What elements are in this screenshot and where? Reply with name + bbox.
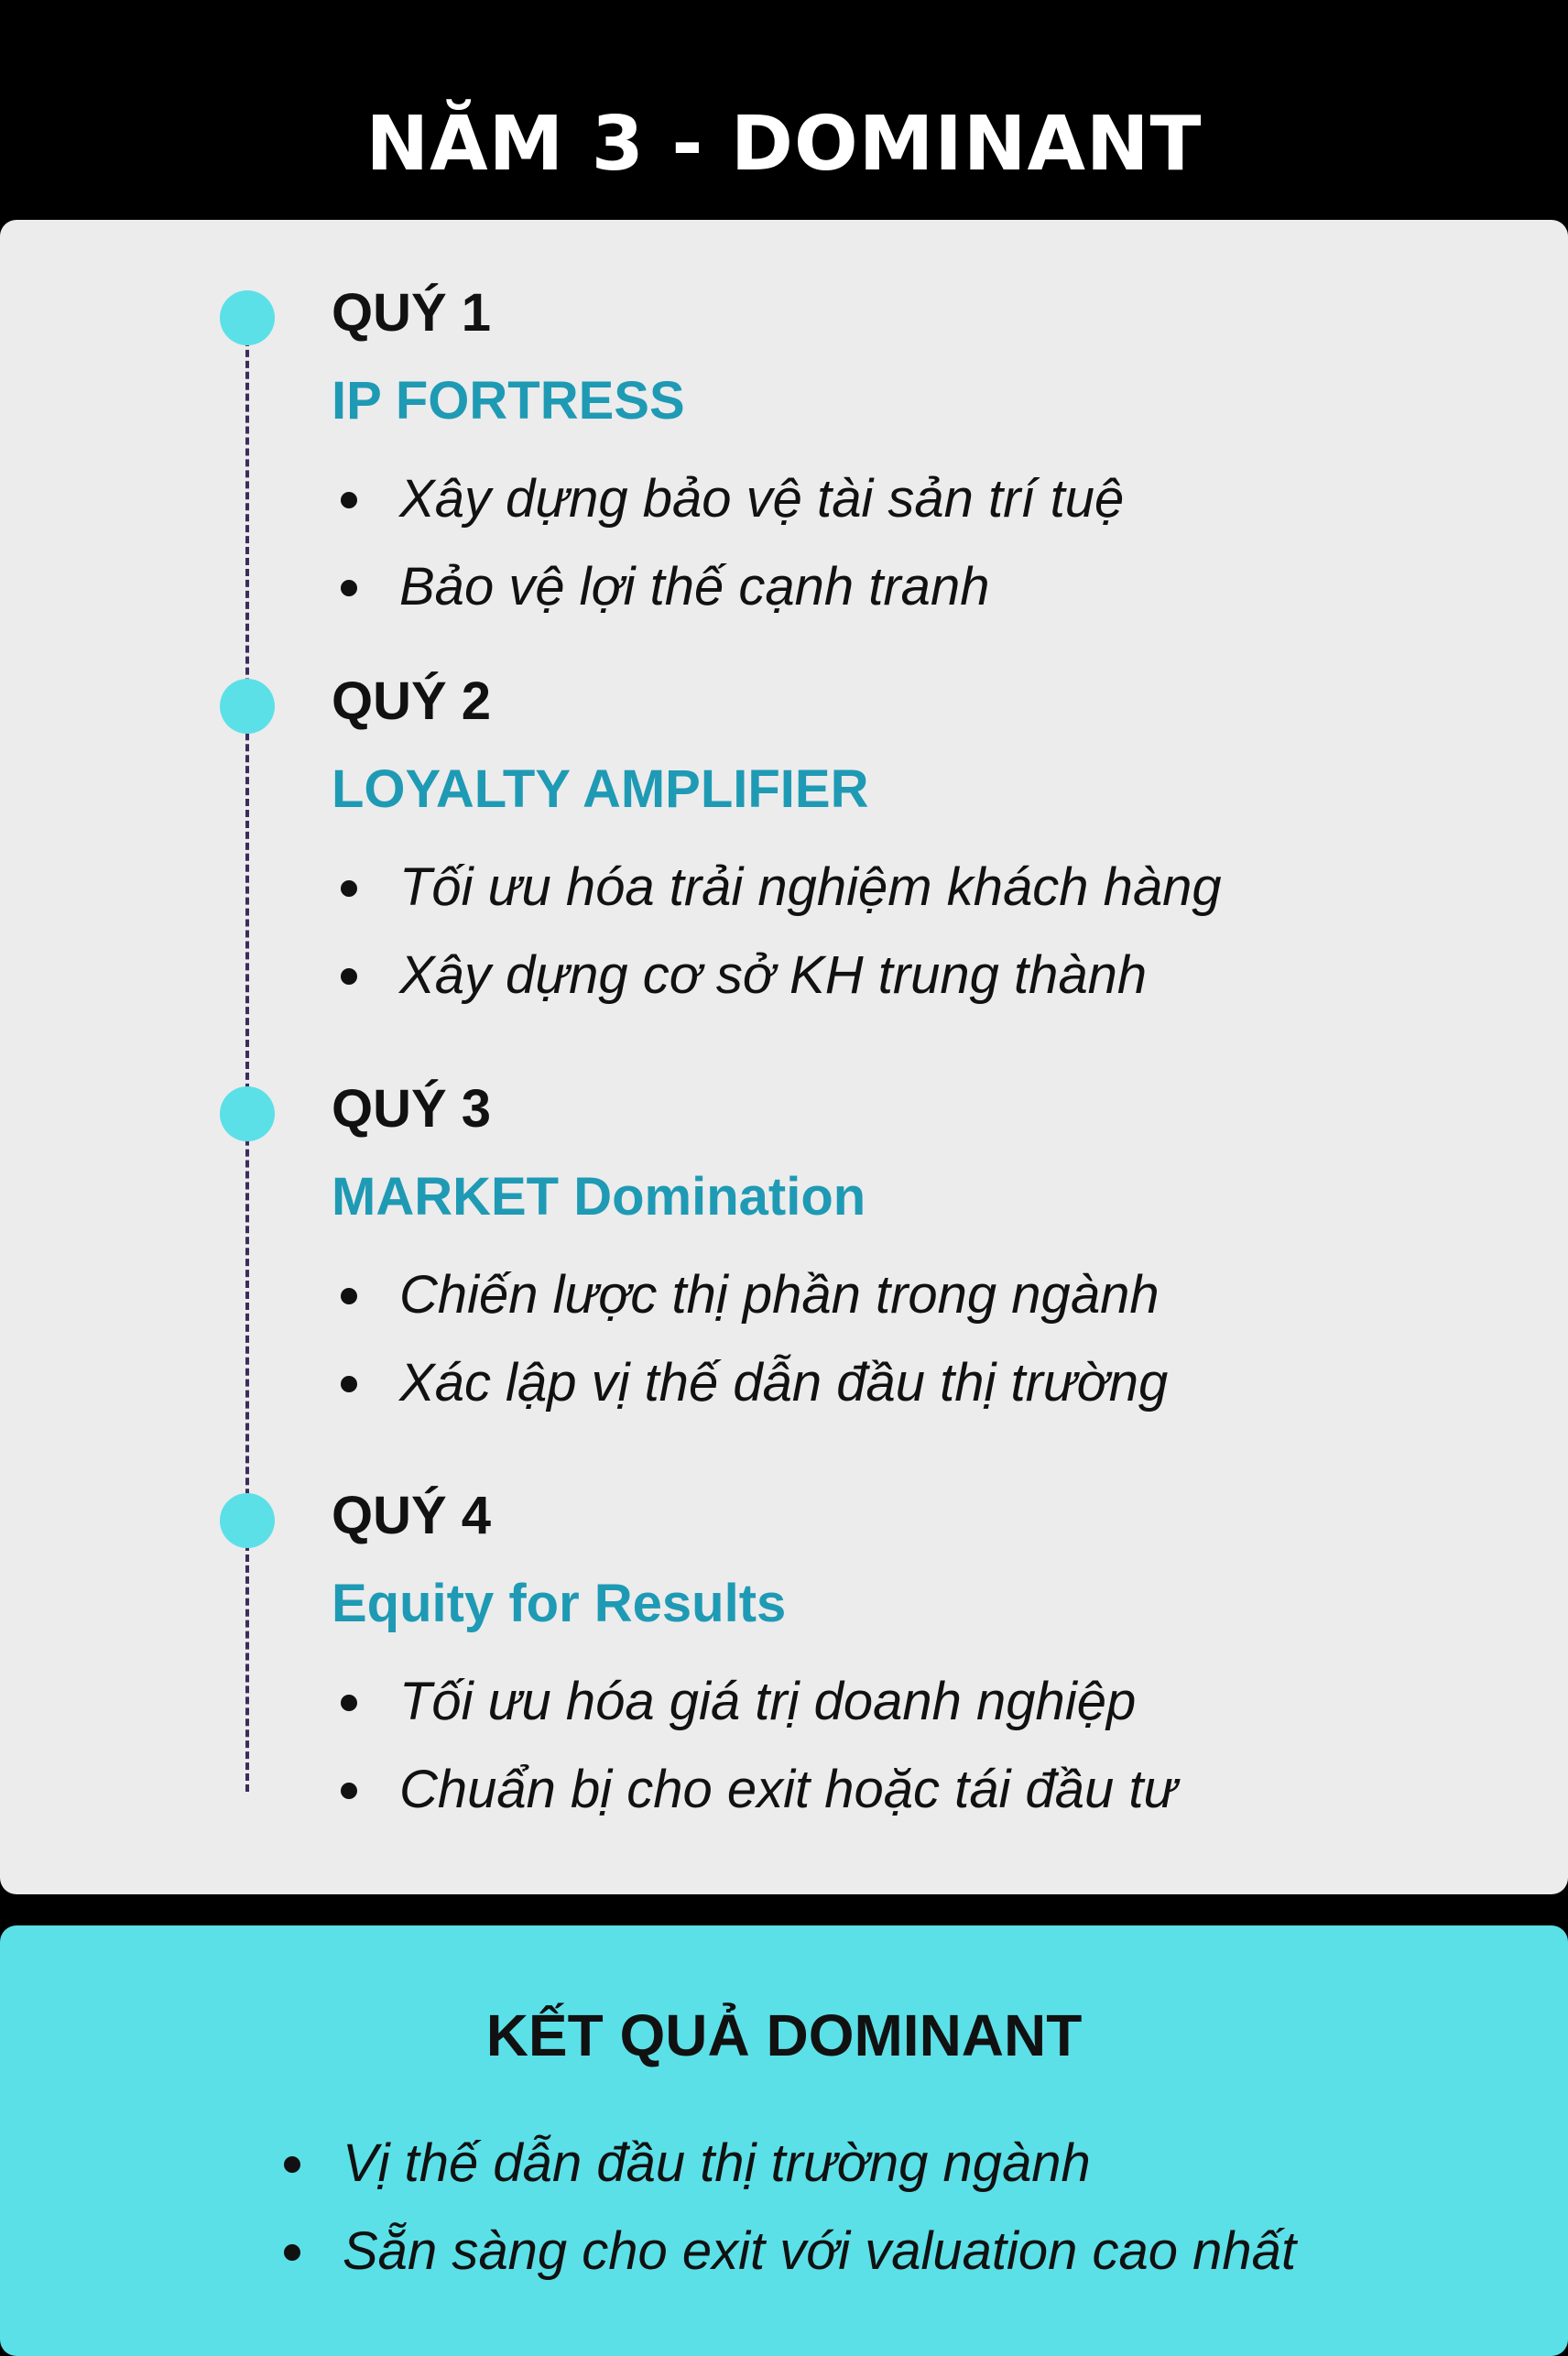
quarter-title: IP FORTRESS (332, 371, 685, 431)
result-bullets (275, 2120, 1539, 2296)
timeline-dot-q3 (220, 1086, 275, 1141)
quarter-3 (332, 1077, 1476, 1427)
bullet-item: Bảo vệ lợi thế cạnh tranh (332, 543, 1476, 631)
result-item: Vị thế dẫn đầu thị trường ngành (275, 2120, 1539, 2208)
quarter-label: QUÝ 1 (332, 283, 492, 343)
quarter-4 (332, 1484, 1476, 1834)
page-title: NĂM 3 - DOMINANT (365, 100, 1203, 188)
result-title: KẾT QUẢ DOMINANT (485, 2002, 1083, 2068)
bullet-item: Xác lập vị thế dẫn đầu thị trường (332, 1339, 1476, 1427)
bullet-item: Chuẩn bị cho exit hoặc tái đầu tư (332, 1746, 1476, 1834)
bullet-item: Xây dựng bảo vệ tài sản trí tuệ (332, 455, 1476, 543)
timeline-dot-q4 (220, 1493, 275, 1548)
quarter-label: QUÝ 2 (332, 671, 492, 731)
quarter-bullets (332, 1251, 1476, 1427)
quarter-title: LOYALTY AMPLIFIER (332, 759, 869, 819)
timeline-dot-q2 (220, 679, 275, 734)
bullet-item: Tối ưu hóa giá trị doanh nghiệp (332, 1658, 1476, 1746)
quarter-label: QUÝ 4 (332, 1486, 492, 1545)
quarter-title: Equity for Results (332, 1574, 787, 1633)
quarter-2 (332, 670, 1476, 1020)
bullet-item: Chiến lược thị phần trong ngành (332, 1251, 1476, 1339)
quarter-title: MARKET Domination (332, 1167, 866, 1227)
timeline-line (245, 317, 249, 1792)
bullet-item: Xây dựng cơ sở KH trung thành (332, 932, 1476, 1020)
timeline-dot-q1 (220, 290, 275, 345)
quarter-bullets (332, 455, 1476, 631)
bullet-item: Tối ưu hóa trải nghiệm khách hàng (332, 844, 1476, 932)
quarter-bullets (332, 844, 1476, 1020)
quarter-bullets (332, 1658, 1476, 1834)
result-item: Sẵn sàng cho exit với valuation cao nhất (275, 2208, 1539, 2296)
quarter-1 (332, 281, 1476, 631)
quarter-label: QUÝ 3 (332, 1079, 492, 1139)
result-card (0, 1925, 1568, 2356)
